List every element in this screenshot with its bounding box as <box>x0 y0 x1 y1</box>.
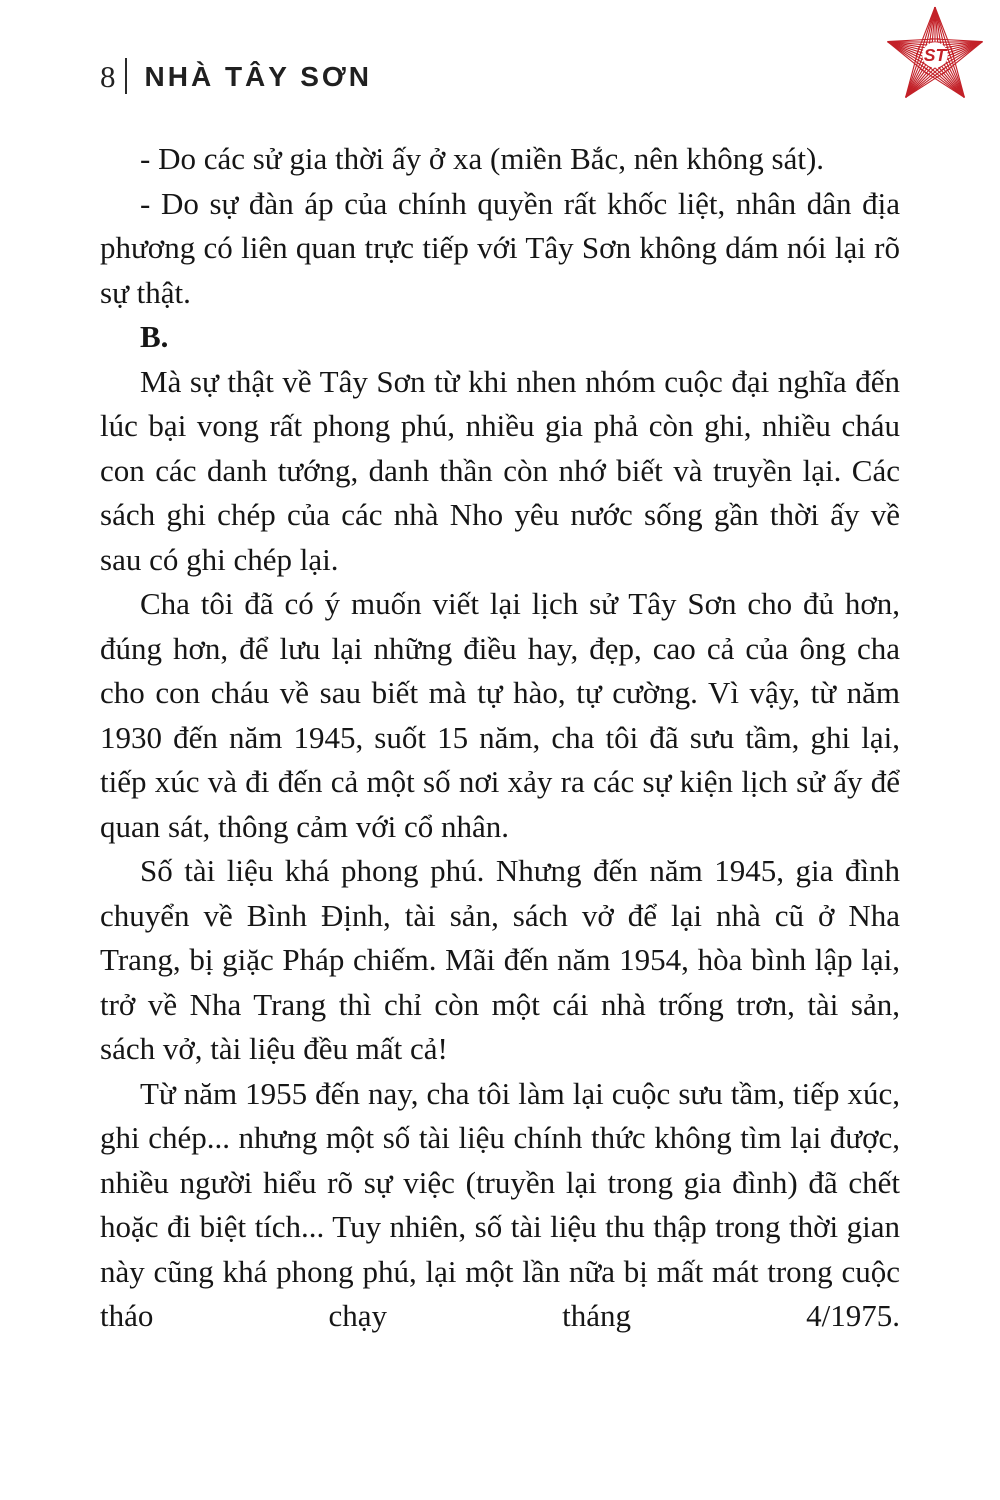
publisher-logo <box>884 2 986 110</box>
paragraph: Mà sự thật về Tây Sơn từ khi nhen nhóm cuộc đại nghĩa đến lúc bại vong rất phong phú, nhiều gia phả còn ghi, nhiều cháu con các danh tướng, danh thần còn nhớ biết và truyền lại. Các sách ghi chép của các nhà Nho yêu nước sống gần thời ấy về sau có ghi chép lại. <box>100 363 900 577</box>
paragraph: Số tài liệu khá phong phú. Nhưng đến năm 1945, gia đình chuyển về Bình Định, tài sản, sách vở để lại nhà cũ ở Nha Trang, bị giặc Pháp chiếm. Mãi đến năm 1954, hòa bình lập lại, trở về Nha Trang thì chỉ còn một cái nhà trống trơn, tài sản, sách vở, tài liệu đều mất cả! <box>100 853 900 1066</box>
star-burst-logo-icon <box>884 2 986 110</box>
page-body <box>100 137 900 1339</box>
paragraph-heading: B. <box>140 319 169 354</box>
paragraph: - Do các sử gia thời ấy ở xa (miền Bắc, nên không sát). <box>140 141 825 176</box>
paragraph: Cha tôi đã có ý muốn viết lại lịch sử Tây Sơn cho đủ hơn, đúng hơn, để lưu lại những điều hay, đẹp, cao cả của ông cha cho con cháu về sau biết mà tự hào, tự cường. Vì vậy, từ năm 1930 đến năm 1945, suốt 15 năm, cha tôi đã sưu tầm, ghi lại, tiếp xúc và đi đến cả một số nơi xảy ra các sự kiện lịch sử ấy để quan sát, thông cảm với cổ nhân. <box>100 586 900 844</box>
paragraph: - Do sự đàn áp của chính quyền rất khốc liệt, nhân dân địa phương có liên quan trực tiếp với Tây Sơn không dám nói lại rõ sự thật. <box>100 185 900 310</box>
logo-monogram: ST <box>923 45 947 66</box>
page-number: 8 <box>100 58 116 94</box>
header-divider <box>125 58 127 94</box>
book-title: NHÀ TÂY SƠN <box>144 61 372 92</box>
paragraph: Từ năm 1955 đến nay, cha tôi làm lại cuộc sưu tầm, tiếp xúc, ghi chép... nhưng một số tài liệu chính thức không tìm lại được, nhiều người hiểu rõ sự việc (truyền lại trong gia đình) đã chết hoặc đi biệt tích... Tuy nhiên, số tài liệu thu thập trong thời gian này cũng khá phong phú, lại một lần nữa bị mất mát trong cuộc tháo chạy tháng 4/1975. <box>100 1075 900 1333</box>
page-header <box>100 55 900 97</box>
